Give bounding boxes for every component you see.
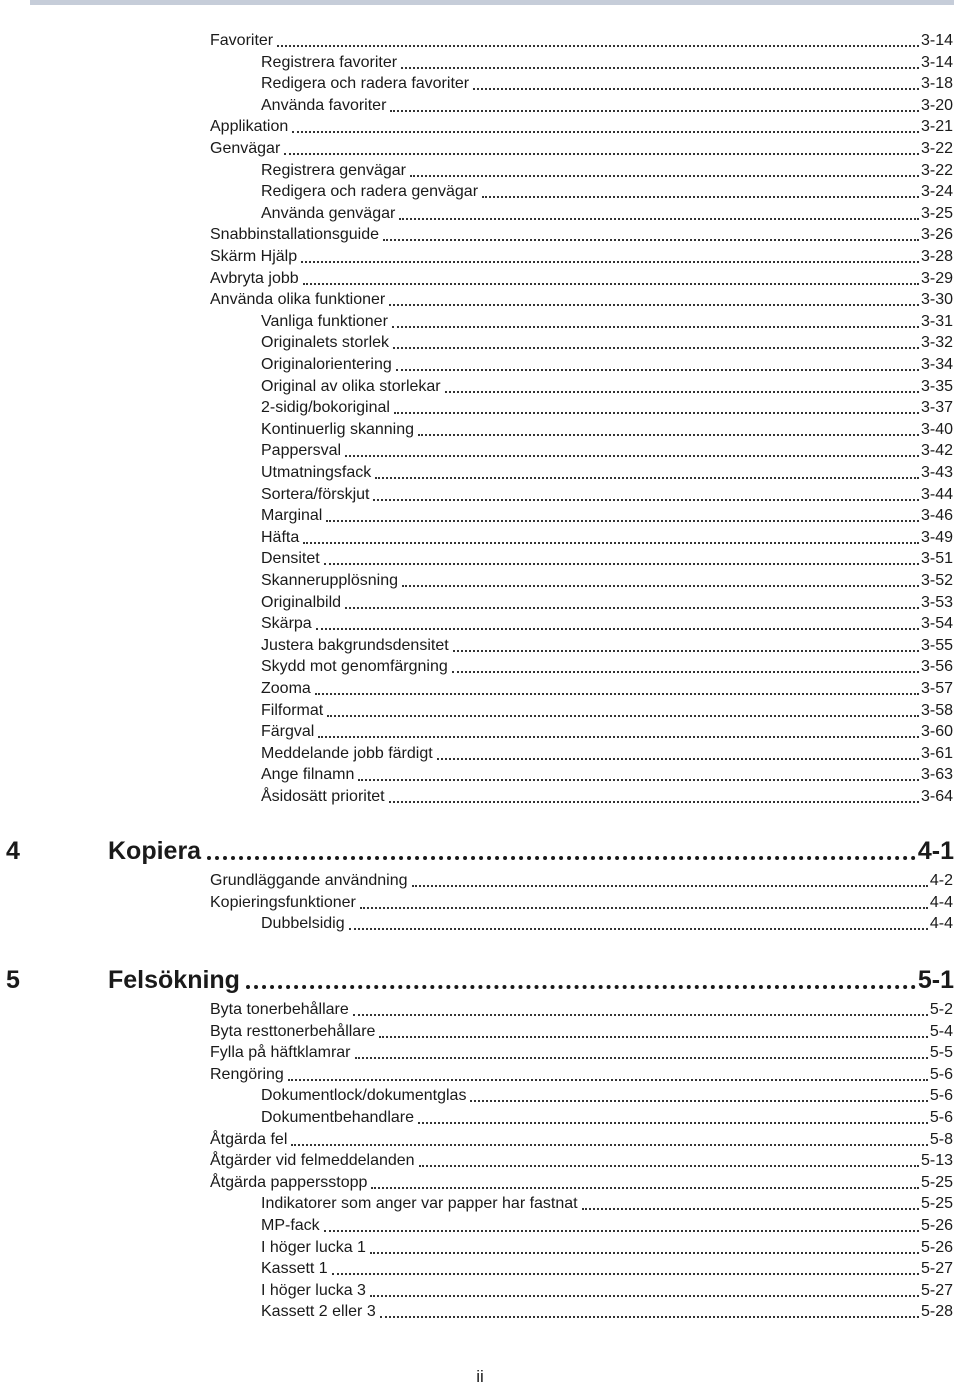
entry-title: Genvägar bbox=[210, 140, 281, 157]
entry-title: Åsidosätt prioritet bbox=[261, 788, 385, 805]
entry-page: 3-21 bbox=[920, 118, 953, 135]
entry-title: Använda olika funktioner bbox=[210, 291, 386, 308]
dot-leader bbox=[380, 1316, 919, 1318]
dot-leader bbox=[473, 88, 919, 90]
entry-page: 3-35 bbox=[920, 378, 953, 395]
toc-entry[interactable] bbox=[210, 29, 953, 51]
toc-entry[interactable] bbox=[261, 655, 953, 677]
toc-entry[interactable] bbox=[261, 634, 953, 656]
entry-page: 5-8 bbox=[929, 1131, 953, 1148]
entry-title: Dokumentbehandlare bbox=[261, 1109, 414, 1126]
toc-entry[interactable] bbox=[210, 998, 953, 1020]
dot-leader bbox=[453, 650, 919, 652]
entry-title: Skydd mot genomfärgning bbox=[261, 658, 448, 675]
entry-page: 5-28 bbox=[920, 1303, 953, 1320]
entry-title: Sortera/förskjut bbox=[261, 486, 370, 503]
toc-entry[interactable] bbox=[210, 115, 953, 137]
entry-page: 3-14 bbox=[920, 54, 953, 71]
dot-leader bbox=[349, 928, 928, 930]
dot-leader bbox=[410, 175, 919, 177]
entry-page: 5-5 bbox=[929, 1044, 953, 1061]
toc-entry[interactable] bbox=[261, 72, 953, 94]
dot-leader bbox=[379, 1036, 927, 1038]
entry-page: 3-46 bbox=[920, 507, 953, 524]
entry-page: 3-43 bbox=[920, 464, 953, 481]
dot-leader bbox=[373, 499, 918, 501]
entry-page: 3-26 bbox=[920, 226, 953, 243]
dot-leader bbox=[345, 455, 919, 457]
chapter-title: Felsökning bbox=[108, 966, 240, 994]
entry-title: Dokumentlock/dokumentglas bbox=[261, 1087, 467, 1104]
entry-title: Originalets storlek bbox=[261, 334, 390, 351]
chapter-page: 5-1 bbox=[917, 966, 954, 994]
entry-title: Kassett 1 bbox=[261, 1260, 328, 1277]
entry-title: Registrera favoriter bbox=[261, 54, 398, 71]
toc-entry[interactable] bbox=[261, 202, 953, 224]
chapter-number: 4 bbox=[6, 837, 20, 865]
entry-page: 3-56 bbox=[920, 658, 953, 675]
entry-title: Ange filnamn bbox=[261, 766, 355, 783]
entry-page: 5-26 bbox=[920, 1239, 953, 1256]
dot-leader bbox=[315, 693, 919, 695]
dot-leader bbox=[353, 1014, 928, 1016]
entry-title: Fylla på häftklamrar bbox=[210, 1044, 351, 1061]
entry-page: 3-60 bbox=[920, 723, 953, 740]
entry-page: 5-2 bbox=[929, 1001, 953, 1018]
toc-entry[interactable] bbox=[261, 180, 953, 202]
entry-title: Använda genvägar bbox=[261, 205, 396, 222]
entry-page: 3-28 bbox=[920, 248, 953, 265]
dot-leader bbox=[437, 758, 919, 760]
dot-leader bbox=[284, 153, 919, 155]
dot-leader bbox=[401, 67, 919, 69]
entry-page: 3-32 bbox=[920, 334, 953, 351]
entry-title: Dubbelsidig bbox=[261, 915, 345, 932]
chapter-page: 4-1 bbox=[917, 837, 954, 865]
dot-leader bbox=[291, 1144, 927, 1146]
dot-leader bbox=[445, 391, 919, 393]
entry-title: I höger lucka 3 bbox=[261, 1282, 366, 1299]
dot-leader bbox=[345, 607, 919, 609]
entry-page: 3-14 bbox=[920, 32, 953, 49]
entry-page: 5-27 bbox=[920, 1260, 953, 1277]
toc-entry[interactable] bbox=[261, 763, 953, 785]
entry-page: 3-18 bbox=[920, 75, 953, 92]
entry-title: Redigera och radera favoriter bbox=[261, 75, 470, 92]
dot-leader bbox=[301, 261, 919, 263]
toc-entry[interactable] bbox=[261, 483, 953, 505]
entry-title: Vanliga funktioner bbox=[261, 313, 388, 330]
dot-leader bbox=[277, 45, 919, 47]
entry-page: 3-22 bbox=[920, 140, 953, 157]
entry-title: 2-sidig/bokoriginal bbox=[261, 399, 390, 416]
toc-entry[interactable] bbox=[261, 591, 953, 613]
dot-leader bbox=[326, 520, 919, 522]
toc-entry[interactable] bbox=[261, 310, 953, 332]
entry-page: 3-37 bbox=[920, 399, 953, 416]
toc-entry[interactable] bbox=[210, 869, 953, 891]
entry-title: Utmatningsfack bbox=[261, 464, 372, 481]
toc-entry[interactable] bbox=[261, 742, 953, 764]
entry-page: 3-55 bbox=[920, 637, 953, 654]
dot-leader bbox=[332, 1273, 919, 1275]
toc-entry[interactable] bbox=[261, 785, 953, 807]
entry-page: 5-25 bbox=[920, 1174, 953, 1191]
toc-entry[interactable] bbox=[261, 569, 953, 591]
entry-page: 3-58 bbox=[920, 702, 953, 719]
entry-page: 3-52 bbox=[920, 572, 953, 589]
entry-page: 5-6 bbox=[929, 1066, 953, 1083]
dot-leader bbox=[582, 1208, 919, 1210]
toc-entry[interactable] bbox=[261, 1236, 953, 1258]
toc-entry[interactable] bbox=[261, 1279, 953, 1301]
entry-title: Skärm Hjälp bbox=[210, 248, 298, 265]
entry-title: Originalorientering bbox=[261, 356, 392, 373]
entry-page: 3-22 bbox=[920, 162, 953, 179]
entry-title: Original av olika storlekar bbox=[261, 378, 441, 395]
toc-entry[interactable] bbox=[261, 720, 953, 742]
dot-leader bbox=[371, 1187, 919, 1189]
dot-leader bbox=[358, 779, 919, 781]
toc-entry[interactable] bbox=[261, 1192, 953, 1214]
entry-title: Filformat bbox=[261, 702, 324, 719]
entry-page: 3-24 bbox=[920, 183, 953, 200]
dot-leader bbox=[246, 985, 916, 989]
toc-entry[interactable] bbox=[210, 137, 953, 159]
dot-leader bbox=[316, 628, 919, 630]
entry-page: 4-2 bbox=[929, 872, 953, 889]
entry-page: 5-13 bbox=[920, 1152, 953, 1169]
toc-entry[interactable] bbox=[261, 1106, 953, 1128]
entry-page: 3-57 bbox=[920, 680, 953, 697]
dot-leader bbox=[470, 1100, 927, 1102]
entry-title: Byta resttonerbehållare bbox=[210, 1023, 376, 1040]
entry-page: 3-54 bbox=[920, 615, 953, 632]
toc-entry[interactable] bbox=[261, 1257, 953, 1279]
toc-entry[interactable] bbox=[210, 1063, 953, 1085]
entry-page: 5-6 bbox=[929, 1087, 953, 1104]
entry-page: 5-26 bbox=[920, 1217, 953, 1234]
entry-page: 3-53 bbox=[920, 594, 953, 611]
entry-page: 3-29 bbox=[920, 270, 953, 287]
toc-entry[interactable] bbox=[210, 1171, 953, 1193]
entry-page: 3-34 bbox=[920, 356, 953, 373]
entry-title: Redigera och radera genvägar bbox=[261, 183, 479, 200]
entry-page: 3-61 bbox=[920, 745, 953, 762]
entry-page: 4-4 bbox=[929, 915, 953, 932]
toc-entry[interactable] bbox=[261, 1214, 953, 1236]
toc-entry[interactable] bbox=[261, 504, 953, 526]
toc-chapter[interactable] bbox=[6, 836, 954, 866]
toc-entry[interactable] bbox=[261, 94, 953, 116]
entry-title: Rengöring bbox=[210, 1066, 284, 1083]
dot-leader bbox=[482, 196, 919, 198]
entry-page: 3-63 bbox=[920, 766, 953, 783]
entry-title: Registrera genvägar bbox=[261, 162, 406, 179]
entry-page: 3-42 bbox=[920, 442, 953, 459]
dot-leader bbox=[370, 1295, 919, 1297]
dot-leader bbox=[207, 856, 916, 860]
toc-entry[interactable] bbox=[261, 331, 953, 353]
chapter-number: 5 bbox=[6, 966, 20, 994]
toc-entry[interactable] bbox=[261, 547, 953, 569]
header-rule bbox=[30, 0, 954, 5]
toc-entry[interactable] bbox=[261, 526, 953, 548]
entry-title: Snabbinstallationsguide bbox=[210, 226, 380, 243]
entry-title: Meddelande jobb färdigt bbox=[261, 745, 433, 762]
dot-leader bbox=[412, 885, 928, 887]
entry-page: 3-30 bbox=[920, 291, 953, 308]
entry-title: Åtgärda pappersstopp bbox=[210, 1174, 368, 1191]
toc-entry[interactable] bbox=[210, 223, 953, 245]
entry-title: Pappersval bbox=[261, 442, 342, 459]
entry-page: 5-6 bbox=[929, 1109, 953, 1126]
entry-title: I höger lucka 1 bbox=[261, 1239, 366, 1256]
dot-leader bbox=[324, 563, 919, 565]
dot-leader bbox=[318, 736, 919, 738]
dot-leader bbox=[419, 1165, 919, 1167]
toc-entry[interactable] bbox=[261, 612, 953, 634]
entry-title: Favoriter bbox=[210, 32, 274, 49]
dot-leader bbox=[396, 369, 919, 371]
entry-title: Åtgärder vid felmeddelanden bbox=[210, 1152, 415, 1169]
entry-title: Marginal bbox=[261, 507, 323, 524]
dot-leader bbox=[399, 218, 919, 220]
toc-entry[interactable] bbox=[261, 375, 953, 397]
entry-page: 3-25 bbox=[920, 205, 953, 222]
entry-title: Färgval bbox=[261, 723, 315, 740]
entry-title: Avbryta jobb bbox=[210, 270, 299, 287]
toc-entry[interactable] bbox=[261, 418, 953, 440]
entry-page: 3-51 bbox=[920, 550, 953, 567]
dot-leader bbox=[370, 1252, 919, 1254]
dot-leader bbox=[390, 110, 919, 112]
dot-leader bbox=[394, 412, 919, 414]
entry-title: Applikation bbox=[210, 118, 289, 135]
entry-title: Justera bakgrundsdensitet bbox=[261, 637, 449, 654]
entry-page: 5-4 bbox=[929, 1023, 953, 1040]
toc-entry[interactable] bbox=[261, 677, 953, 699]
entry-title: Zooma bbox=[261, 680, 311, 697]
entry-title: Häfta bbox=[261, 529, 300, 546]
dot-leader bbox=[392, 326, 919, 328]
entry-title: Åtgärda fel bbox=[210, 1131, 288, 1148]
toc-entry[interactable] bbox=[210, 1020, 953, 1042]
entry-page: 3-20 bbox=[920, 97, 953, 114]
entry-title: Grundläggande användning bbox=[210, 872, 408, 889]
toc-entry[interactable] bbox=[210, 1149, 953, 1171]
toc-entry[interactable] bbox=[261, 1084, 953, 1106]
toc-chapter[interactable] bbox=[6, 965, 954, 995]
page-number: ii bbox=[476, 1367, 484, 1386]
toc-entry[interactable] bbox=[261, 439, 953, 461]
entry-title: Kassett 2 eller 3 bbox=[261, 1303, 376, 1320]
entry-title: Indikatorer som anger var papper har fastnat bbox=[261, 1195, 578, 1212]
dot-leader bbox=[389, 304, 919, 306]
toc-entry[interactable] bbox=[261, 51, 953, 73]
toc-entry[interactable] bbox=[261, 1300, 953, 1322]
entry-page: 3-49 bbox=[920, 529, 953, 546]
dot-leader bbox=[288, 1079, 928, 1081]
dot-leader bbox=[418, 434, 919, 436]
toc-entry[interactable] bbox=[210, 267, 953, 289]
dot-leader bbox=[402, 585, 919, 587]
toc-entry[interactable] bbox=[210, 1041, 953, 1063]
dot-leader bbox=[375, 477, 919, 479]
dot-leader bbox=[389, 801, 919, 803]
entry-page: 5-27 bbox=[920, 1282, 953, 1299]
dot-leader bbox=[418, 1122, 928, 1124]
dot-leader bbox=[355, 1057, 928, 1059]
toc-entry[interactable] bbox=[210, 245, 953, 267]
entry-page: 3-44 bbox=[920, 486, 953, 503]
entry-title: Originalbild bbox=[261, 594, 342, 611]
entry-page: 4-4 bbox=[929, 894, 953, 911]
dot-leader bbox=[383, 239, 919, 241]
toc-entry[interactable] bbox=[261, 159, 953, 181]
entry-title: Kopieringsfunktioner bbox=[210, 894, 356, 911]
dot-leader bbox=[327, 715, 919, 717]
entry-title: Skannerupplösning bbox=[261, 572, 398, 589]
entry-page: 3-40 bbox=[920, 421, 953, 438]
entry-title: Skärpa bbox=[261, 615, 312, 632]
toc-entry[interactable] bbox=[261, 461, 953, 483]
toc-entry[interactable] bbox=[261, 353, 953, 375]
entry-title: Byta tonerbehållare bbox=[210, 1001, 349, 1018]
entry-page: 5-25 bbox=[920, 1195, 953, 1212]
toc-entry[interactable] bbox=[261, 912, 953, 934]
toc-entry[interactable] bbox=[210, 1128, 953, 1150]
entry-page: 3-64 bbox=[920, 788, 953, 805]
dot-leader bbox=[360, 907, 928, 909]
entry-title: MP-fack bbox=[261, 1217, 320, 1234]
entry-page: 3-31 bbox=[920, 313, 953, 330]
dot-leader bbox=[303, 283, 919, 285]
dot-leader bbox=[393, 347, 919, 349]
chapter-title: Kopiera bbox=[108, 837, 202, 865]
entry-title: Använda favoriter bbox=[261, 97, 387, 114]
dot-leader bbox=[303, 542, 919, 544]
entry-title: Densitet bbox=[261, 550, 320, 567]
toc-entry[interactable] bbox=[210, 891, 953, 913]
dot-leader bbox=[292, 131, 919, 133]
dot-leader bbox=[452, 671, 919, 673]
toc-entry[interactable] bbox=[261, 396, 953, 418]
entry-title: Kontinuerlig skanning bbox=[261, 421, 414, 438]
toc-entry[interactable] bbox=[261, 699, 953, 721]
toc-entry[interactable] bbox=[210, 288, 953, 310]
dot-leader bbox=[324, 1230, 919, 1232]
